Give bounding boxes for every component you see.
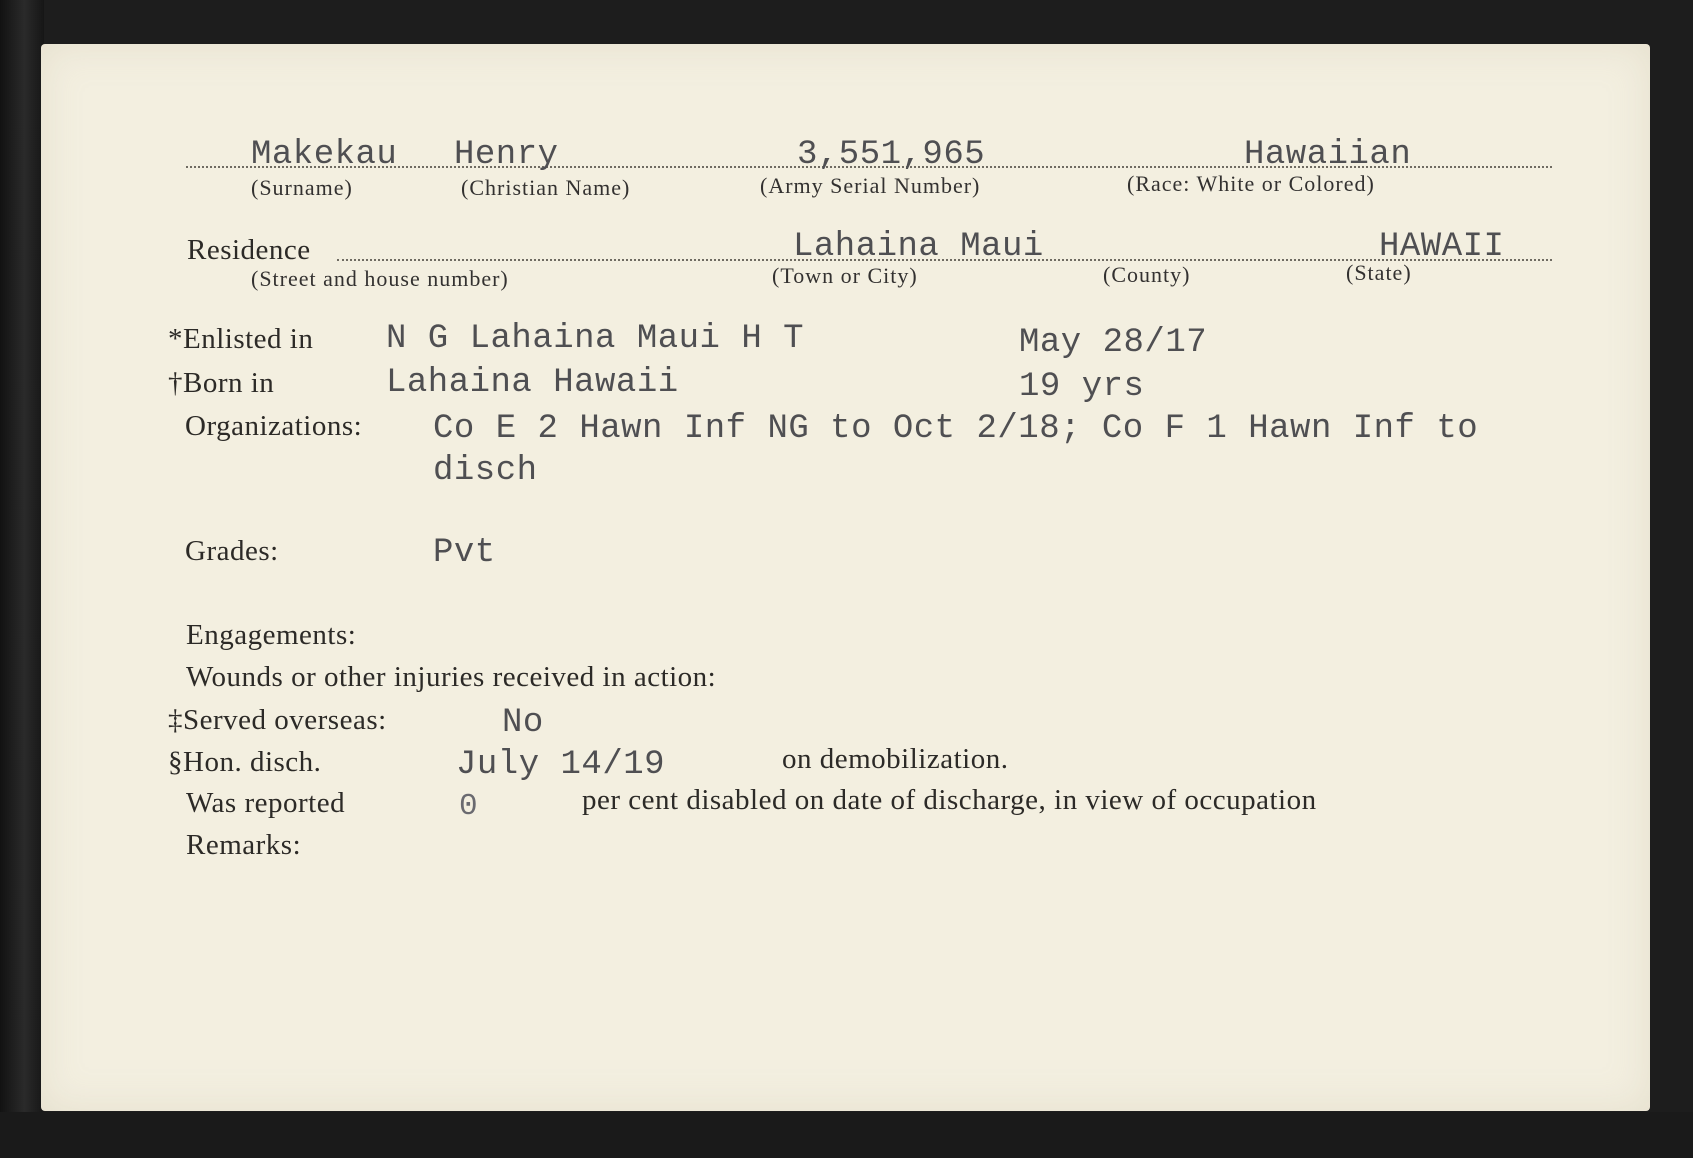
enlisted-label: *Enlisted in [168, 323, 314, 355]
background-strip [0, 1112, 1693, 1158]
demobilization-text: on demobilization. [782, 743, 1009, 775]
organizations-label: Organizations: [185, 410, 363, 442]
county-caption: (County) [1103, 262, 1191, 287]
serial-number-caption: (Army Serial Number) [760, 173, 981, 198]
age-value: 19 yrs [1019, 368, 1145, 406]
residence-state-value: HAWAII [1379, 228, 1505, 266]
christian-name-value: Henry [454, 136, 559, 174]
hon-disch-date-value: July 14/19 [456, 746, 666, 784]
organizations-line1: Co E 2 Hawn Inf NG to Oct 2/18; Co F 1 Hawn Inf to [433, 410, 1479, 448]
christian-name-caption: (Christian Name) [461, 175, 631, 200]
state-caption: (State) [1346, 260, 1412, 285]
born-label: †Born in [168, 367, 275, 399]
surname-value: Makekau [251, 136, 398, 174]
residence-town-value: Lahaina Maui [793, 228, 1044, 266]
street-caption: (Street and house number) [251, 266, 509, 291]
album-binding [0, 0, 44, 1158]
grades-value: Pvt [433, 534, 496, 572]
disabled-text: per cent disabled on date of discharge, in view of occupation [582, 784, 1317, 816]
residence-label: Residence [187, 234, 311, 266]
was-reported-label: Was reported [186, 787, 346, 819]
race-value: Hawaiian [1244, 136, 1412, 174]
served-overseas-value: No [502, 704, 544, 742]
surname-caption: (Surname) [251, 175, 353, 200]
grades-label: Grades: [185, 535, 279, 567]
born-in-value: Lahaina Hawaii [386, 364, 679, 402]
served-overseas-label: ‡Served overseas: [168, 704, 387, 736]
race-caption: (Race: White or Colored) [1127, 171, 1375, 196]
hon-disch-label: §Hon. disch. [168, 746, 322, 778]
remarks-label: Remarks: [186, 829, 302, 861]
town-caption: (Town or City) [772, 263, 918, 288]
percent-disabled-value: 0 [459, 789, 478, 824]
organizations-line2: disch [433, 452, 538, 490]
serial-number-value: 3,551,965 [797, 136, 986, 174]
enlisted-date-value: May 28/17 [1019, 324, 1208, 362]
wounds-label: Wounds or other injuries received in action: [186, 661, 717, 693]
service-record-card [41, 44, 1650, 1111]
engagements-label: Engagements: [186, 619, 357, 651]
enlisted-in-value: N G Lahaina Maui H T [386, 320, 805, 358]
